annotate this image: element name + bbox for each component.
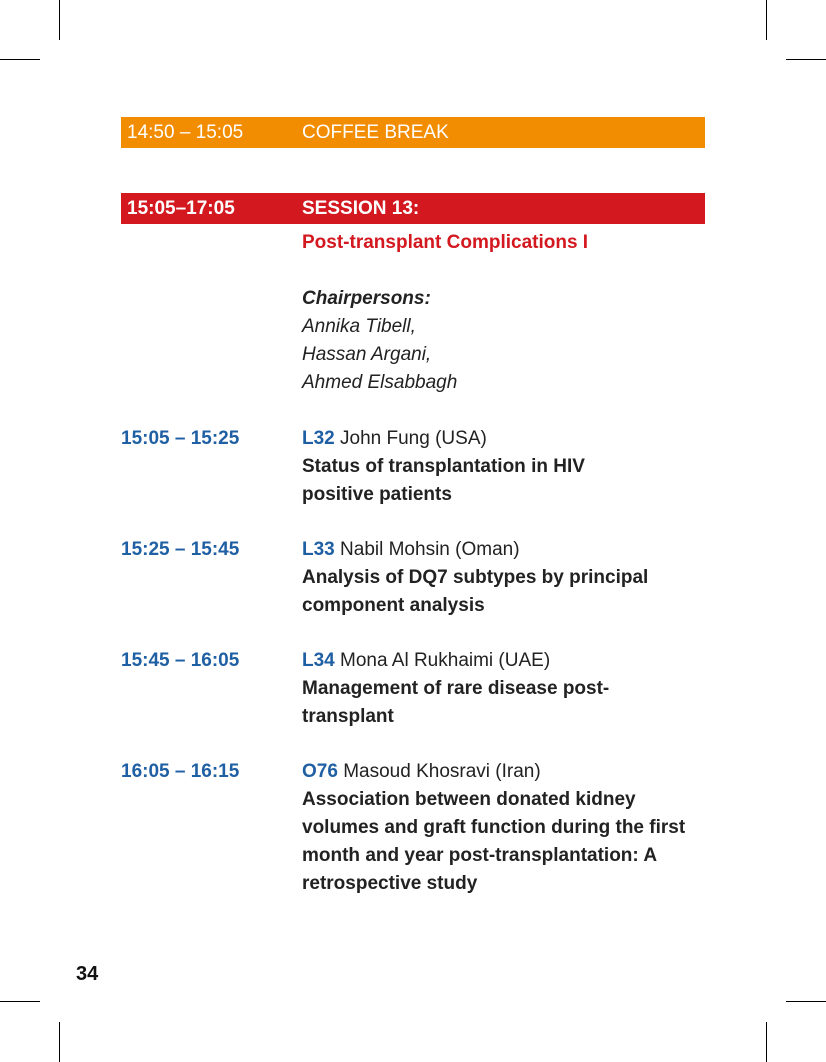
crop-mark-bottom-right [766,1022,767,1062]
session-subtitle: Post-transplant Complications I [302,232,589,253]
chairperson-name: Hassan Argani, [302,344,432,365]
talk-speaker: Masoud Khosravi (Iran) [343,761,541,782]
crop-mark-top-right [766,0,767,40]
talk-title: Management of rare disease post-transplant [302,678,610,727]
talk-speaker: John Fung (USA) [340,428,487,449]
talk-body [302,758,712,898]
chairpersons-block [302,285,457,397]
coffee-break-bar [121,117,705,148]
coffee-break-time: 14:50 – 15:05 [127,122,244,143]
talk-code: O76 [302,761,338,782]
talk-body [302,536,712,620]
talk-time: 15:45 – 16:05 [121,650,240,671]
page-number: 34 [76,963,99,985]
crop-mark-bottom-left-h [0,1001,40,1002]
crop-mark-bottom-right-h [786,1001,826,1002]
talk-title: Association between donated kidney volumes and graft function during the first month and year post-transplantation: A retrospective study [302,789,686,894]
session-label: SESSION 13: [302,198,420,219]
chairpersons-heading: Chairpersons: [302,288,431,309]
talk-code: L33 [302,539,335,560]
coffee-break-label: COFFEE BREAK [302,122,449,143]
talk-time: 16:05 – 16:15 [121,761,240,782]
talk-speaker: Nabil Mohsin (Oman) [340,539,520,560]
talk-title: Analysis of DQ7 subtypes by principal component analysis [302,567,649,616]
crop-mark-top-left-h [0,59,40,60]
talk-speaker: Mona Al Rukhaimi (UAE) [340,650,551,671]
talk-code: L34 [302,650,335,671]
talk-time: 15:05 – 15:25 [121,428,240,449]
talk-title: Status of transplantation in HIV positive patients [302,456,585,505]
talk-code: L32 [302,428,335,449]
talk-body [302,647,712,731]
talk-body [302,425,712,509]
talk-time: 15:25 – 15:45 [121,539,240,560]
crop-mark-top-left [59,0,60,40]
chairperson-name: Annika Tibell, [302,316,416,337]
session-bar [121,193,705,224]
crop-mark-bottom-left [59,1022,60,1062]
crop-mark-top-right-h [786,59,826,60]
session-time: 15:05–17:05 [127,198,235,219]
chairperson-name: Ahmed Elsabbagh [302,372,458,393]
